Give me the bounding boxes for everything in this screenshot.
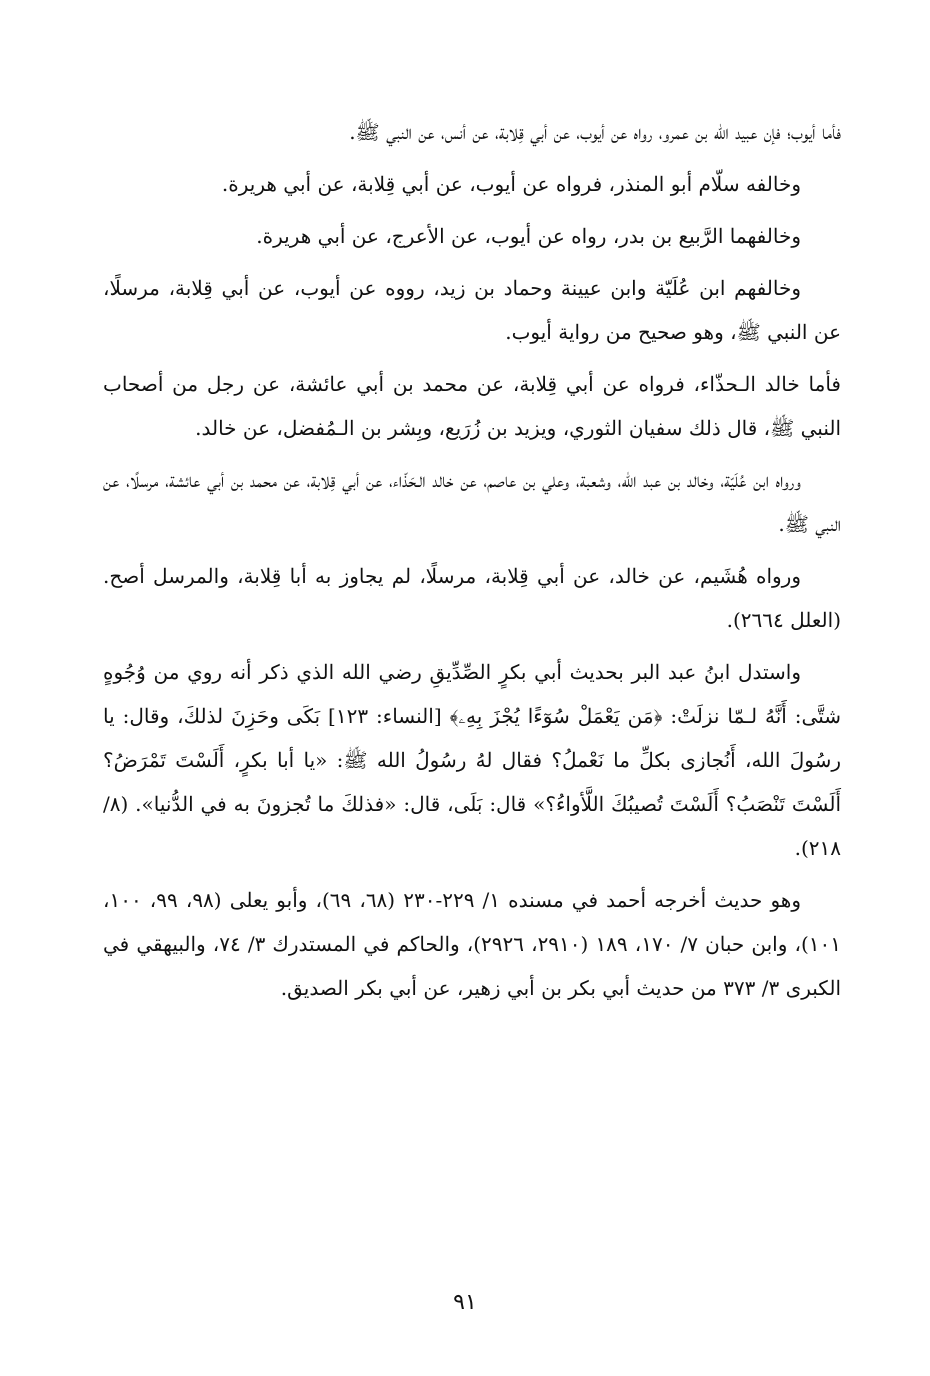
body-text bbox=[103, 110, 841, 1018]
paragraph-2: وخالفه سلّام أبو المنذر، فرواه عن أيوب، عن أبي قِلابة، عن أبي هريرة. bbox=[221, 172, 801, 196]
paragraph-4: وخالفهم ابن عُلَيّة وابن عيينة وحماد بن زيد، رووه عن أيوب، عن أبي قِلابة، مرسلًا، عن النبي ﷺ، وهو صحيح من رواية أيوب. bbox=[103, 276, 841, 344]
paragraph-7: ورواه هُشَيم، عن خالد، عن أبي قِلابة، مرسلًا، لم يجاوز به أبا قِلابة، والمرسل أصح. (العلل ٢٦٦٤). bbox=[103, 564, 841, 632]
paragraph-1: فأما أيوب؛ فإن عبيد الله بن عمرو، رواه عن أيوب، عن أبي قِلابة، عن أنس، عن النبي ﷺ. bbox=[349, 120, 841, 144]
paragraph-9: وهو حديث أخرجه أحمد في مسنده ١/ ٢٢٩-٢٣٠ (٦٨، ٦٩)، وأبو يعلى (٩٨، ٩٩، ١٠٠، ١٠١)، وابن حبان ٧/ ١٧٠، ١٨٩ (٢٩١٠، ٢٩٢٦)، والحاكم في المستدرك ٣/ ٧٤، والبيهقي في الكبرى ٣/ ٣٧٣ من حديث أبي بكر بن أبي زهير، عن أبي بكر الصديق. bbox=[103, 888, 841, 1000]
paragraph-8: واستدل ابنُ عبد البر بحديث أبي بكرٍ الصِّدِّيقِ رضي الله الذي ذكر أنه روي من وُجُوهٍ شتَّى: أَنَّهُ لـمّا نزلَتْ: ﴿مَن يَعْمَلْ سُوٓءًا يُجْزَ بِهِۦ﴾ [النساء: ١٢٣] بَكَى وحَزِنَ لذلكَ، وقال: يا رسُولَ الله، أَنُجازى بكلِّ ما نَعْملُ؟ فقال لهُ رسُولُ الله ﷺ: «يا أبا بكرٍ، أَلَسْتَ تَمْرَضُ؟ أَلَسْتَ تَنْصَبُ؟ أَلَسْتَ تُصيبُكَ اللَّأواءُ؟» قال: بَلَى، قال: «فذلكَ ما تُجزونَ به في الدُّنيا». (٨/ ٢١٨). bbox=[103, 660, 841, 860]
paragraph-6: ورواه ابن عُلَيّة، وخالد بن عبد الله، وشعبة، وعلي بن عاصم، عن خالد الـحَذّاء، عن أبي قِلابة، عن محمد بن أبي عائشة، مرسلًا، عن النبي ﷺ. bbox=[103, 468, 841, 536]
page-number: ٩١ bbox=[453, 1290, 477, 1315]
paragraph-5: فأما خالد الـحذّاء، فرواه عن أبي قِلابة، عن محمد بن أبي عائشة، عن رجل من أصحاب النبي ﷺ، قال ذلك سفيان الثوري، ويزيد بن زُرَيع، وبِشر بن الـمُفضل، عن خالد. bbox=[103, 372, 841, 440]
paragraph-3: وخالفهما الرَّبيع بن بدر، رواه عن أيوب، عن الأعرج، عن أبي هريرة. bbox=[256, 224, 801, 248]
